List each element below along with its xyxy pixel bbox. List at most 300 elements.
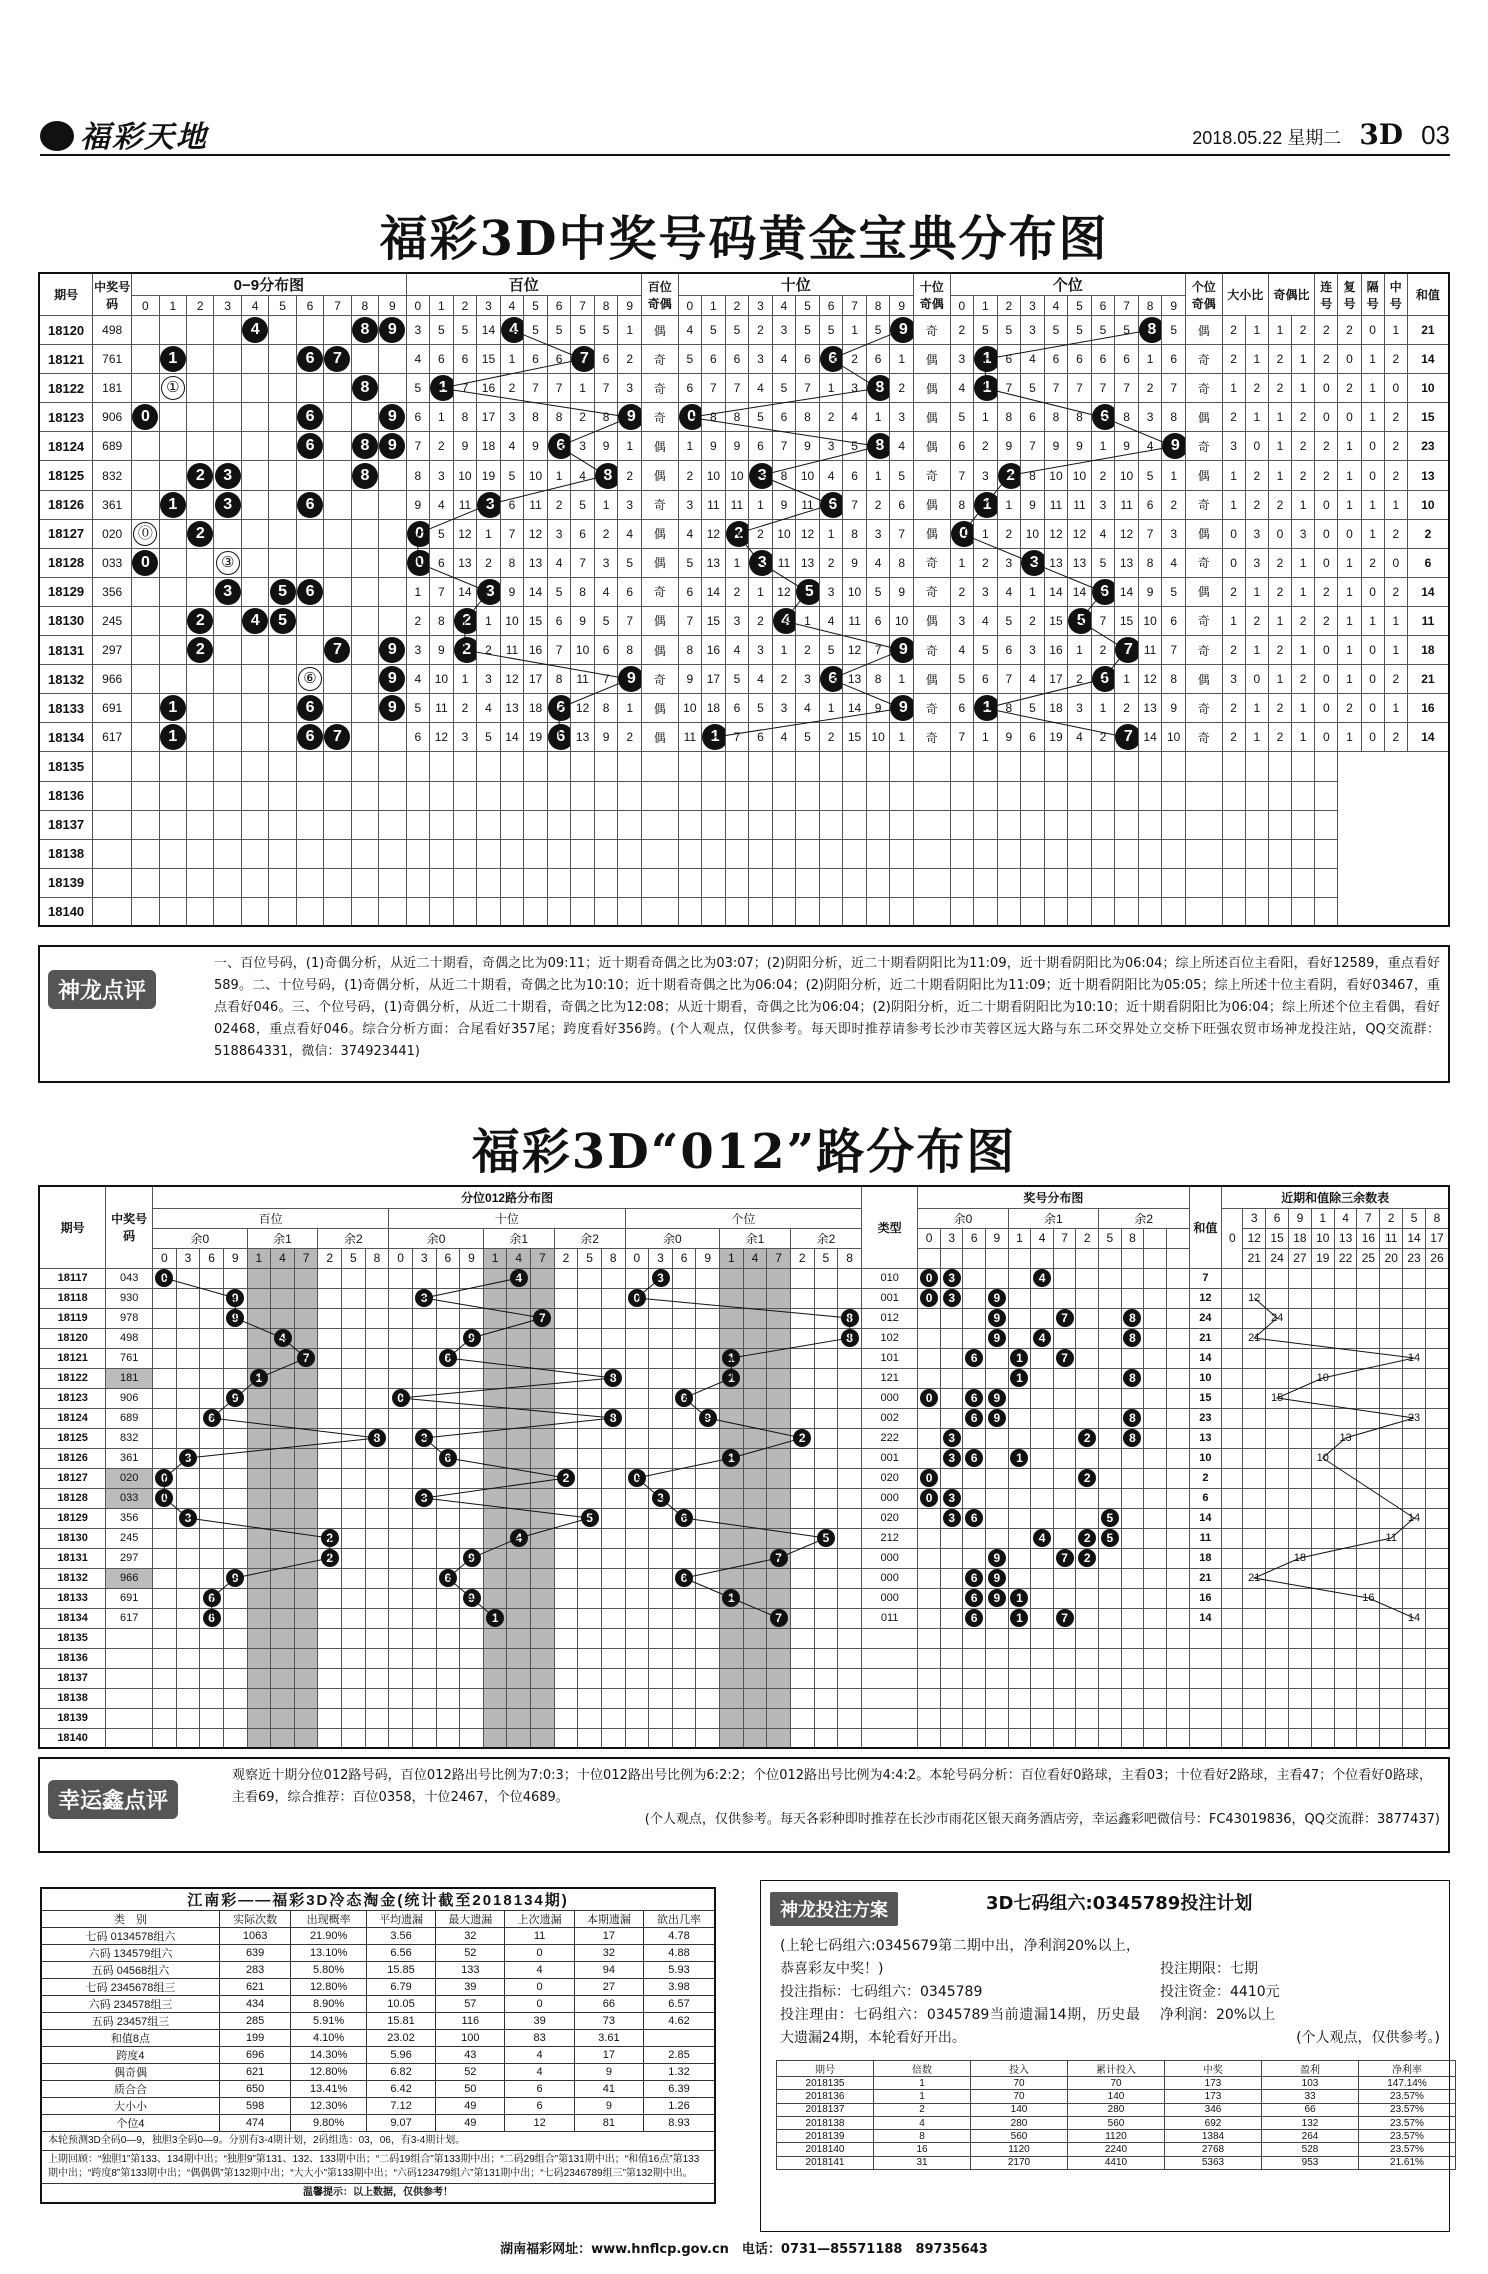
empty-cell [1334, 1728, 1357, 1748]
route-cell [507, 1408, 531, 1428]
shi-cell: 10 [725, 461, 749, 490]
empty-cell [814, 1728, 838, 1748]
empty-cell [269, 752, 296, 781]
empty-cell [1166, 1708, 1189, 1728]
remainder-cell [1403, 1588, 1426, 1608]
route-cell [153, 1568, 177, 1588]
number-ball: 4 [242, 608, 268, 634]
number-ball: 8 [1123, 1329, 1141, 1347]
period-cell: 18131 [39, 636, 93, 665]
empty-cell [796, 752, 820, 781]
number-ball: 6 [548, 695, 571, 721]
route-cell [743, 1308, 767, 1328]
route-cell [554, 1408, 578, 1428]
shi-cell: 2 [796, 636, 820, 665]
digit-header: 3 [649, 1248, 673, 1268]
ge-cell: 10 [1021, 519, 1045, 548]
empty-cell [406, 839, 430, 868]
shi-cell: 4 [890, 432, 914, 461]
table-cell: 21.61% [1359, 2156, 1456, 2169]
stat-cell: 0 [1245, 665, 1268, 694]
route-cell [483, 1388, 507, 1408]
route-cell [318, 1608, 342, 1628]
shi-cell: 1 [819, 519, 843, 548]
dist-cell [187, 548, 214, 577]
route-cell [507, 1528, 531, 1548]
dist-cell [1099, 1508, 1122, 1528]
number-ball: 8 [1123, 1369, 1141, 1387]
empty-cell [1185, 868, 1222, 897]
empty-cell [460, 1628, 484, 1648]
table-cell: 132 [1262, 2116, 1359, 2129]
table-cell: 4 [505, 2064, 574, 2081]
ge-cell: 4 [1162, 548, 1186, 577]
digit-header: 7 [1053, 1228, 1076, 1248]
ge-cell [974, 374, 998, 403]
empty-cell [1138, 897, 1162, 926]
route-cell [672, 1308, 696, 1328]
empty-cell [1021, 868, 1045, 897]
number-ball: 9 [890, 695, 913, 721]
dist-cell [918, 1388, 941, 1408]
empty-cell [950, 839, 974, 868]
shi-cell: 1 [725, 548, 749, 577]
empty-cell [819, 868, 843, 897]
dist-cell [159, 374, 186, 403]
stat-cell: 1 [1361, 606, 1384, 635]
stat-cell: 0 [1315, 548, 1338, 577]
empty-cell [725, 810, 749, 839]
remainder-cell [1425, 1608, 1449, 1628]
empty-cell [1138, 781, 1162, 810]
dist-cell [1144, 1368, 1167, 1388]
route-cell [483, 1368, 507, 1388]
dist-cell [1144, 1428, 1167, 1448]
route-cell [365, 1568, 389, 1588]
bai-cell [453, 636, 477, 665]
shi-cell [819, 665, 843, 694]
route-cell [531, 1348, 555, 1368]
table-cell: 8 [874, 2130, 971, 2143]
remainder-cell: 15 [1266, 1388, 1289, 1408]
dist-cell [1099, 1268, 1122, 1288]
route-cell [223, 1388, 247, 1408]
route-cell [365, 1308, 389, 1328]
route-cell [672, 1328, 696, 1348]
route-cell [814, 1328, 838, 1348]
column-header: 百位奇偶 [642, 273, 679, 316]
route-cell [720, 1508, 744, 1528]
route-cell [342, 1448, 366, 1468]
number-ball: 5 [1068, 608, 1091, 634]
bai-cell: 15 [477, 345, 501, 374]
route-cell [342, 1408, 366, 1428]
empty-cell [1138, 839, 1162, 868]
empty-cell [507, 1668, 531, 1688]
remainder-header: 14 [1403, 1228, 1426, 1248]
route-cell [554, 1568, 578, 1588]
remainder-cell [1289, 1268, 1312, 1288]
ge-cell: 6 [1044, 345, 1068, 374]
empty-cell [578, 1728, 602, 1748]
shi-cell: 5 [749, 694, 773, 723]
empty-cell [241, 897, 268, 926]
bai-cell [618, 665, 642, 694]
empty-cell [1021, 897, 1045, 926]
golden-distribution-table [38, 272, 1450, 927]
route-cell [625, 1268, 649, 1288]
bai-cell: 5 [594, 606, 618, 635]
dist-cell [1053, 1308, 1076, 1328]
table-cell: 6.82 [366, 2064, 435, 2081]
digit-header: 1 [483, 1248, 507, 1268]
dist-cell [1144, 1308, 1167, 1328]
digit-header: 6 [672, 1248, 696, 1268]
route-cell [649, 1448, 673, 1468]
route-cell [649, 1548, 673, 1568]
empty-cell [974, 810, 998, 839]
bai-cell: 7 [594, 374, 618, 403]
period-cell: 18127 [39, 519, 93, 548]
dist-cell [1008, 1448, 1031, 1468]
dist-cell [159, 432, 186, 461]
table-cell: 66 [1262, 2103, 1359, 2116]
digit-header: 4 [241, 296, 268, 316]
empty-cell [913, 868, 950, 897]
table-cell: 3.56 [366, 1928, 435, 1945]
dist-cell [214, 316, 241, 345]
empty-cell [819, 752, 843, 781]
win-number-cell: 043 [106, 1268, 153, 1288]
empty-cell [1380, 1648, 1403, 1668]
number-ball: 0 [132, 550, 158, 576]
ge-cell: 7 [997, 665, 1021, 694]
bai-cell: 18 [477, 432, 501, 461]
route-cell [223, 1348, 247, 1368]
remainder-header: 26 [1425, 1248, 1449, 1268]
ge-cell: 6 [1091, 345, 1115, 374]
stat-cell: 0 [1315, 519, 1338, 548]
bai-cell: 9 [430, 636, 454, 665]
route-cell [318, 1268, 342, 1288]
dist-cell [296, 723, 323, 752]
empty-cell [507, 1688, 531, 1708]
dist-cell [269, 374, 296, 403]
dist-cell [1031, 1488, 1054, 1508]
empty-cell [672, 1688, 696, 1708]
remainder-cell [1380, 1288, 1403, 1308]
period-cell: 18138 [39, 1688, 106, 1708]
route-cell [743, 1568, 767, 1588]
bai-cell [547, 432, 571, 461]
empty-cell [1031, 1668, 1054, 1688]
remainder-cell [1266, 1288, 1289, 1308]
route-cell [507, 1508, 531, 1528]
ge-cell: 2 [1091, 461, 1115, 490]
route-cell [814, 1608, 838, 1628]
dist-cell [1099, 1468, 1122, 1488]
empty-row [39, 897, 1449, 926]
shi-cell: 3 [843, 374, 867, 403]
section-name: 3D [1359, 118, 1404, 151]
route-cell [790, 1328, 814, 1348]
empty-cell [1091, 752, 1115, 781]
period-cell: 18123 [39, 1388, 106, 1408]
empty-cell [296, 810, 323, 839]
route-cell [554, 1268, 578, 1288]
empty-cell [1222, 897, 1245, 926]
table-row [39, 316, 1449, 345]
ge-cell: 7 [1115, 374, 1139, 403]
dist-cell [1076, 1608, 1099, 1628]
dist-cell [1166, 1588, 1189, 1608]
digit-header: 1 [247, 1248, 271, 1268]
route-cell [578, 1448, 602, 1468]
remainder-cell [1289, 1448, 1312, 1468]
table-cell: 346 [1165, 2103, 1262, 2116]
remainder-header: 9 [1289, 1208, 1312, 1228]
empty-cell [271, 1628, 295, 1648]
remainder-header: 8 [1425, 1208, 1449, 1228]
empty-cell [702, 810, 726, 839]
route-cell [696, 1528, 720, 1548]
plan-table [776, 2060, 1456, 2170]
ge-cell: 5 [1021, 374, 1045, 403]
shi-cell: 8 [702, 403, 726, 432]
dist-cell [1166, 1288, 1189, 1308]
dist-cell [1166, 1388, 1189, 1408]
ge-cell: 5 [1044, 316, 1068, 345]
table-row [777, 2090, 1456, 2103]
empty-cell [93, 868, 132, 897]
empty-cell [241, 781, 268, 810]
empty-cell [176, 1648, 200, 1668]
number-ball: 9 [379, 695, 405, 721]
route-cell [271, 1588, 295, 1608]
shi-cell: 5 [725, 316, 749, 345]
shi-cell: 5 [819, 636, 843, 665]
period-cell: 18140 [39, 897, 93, 926]
empty-cell [453, 868, 477, 897]
dist-cell [918, 1528, 941, 1548]
shi-cell: 9 [702, 432, 726, 461]
dist-cell [1144, 1508, 1167, 1528]
remainder-cell [1266, 1608, 1289, 1628]
dist-cell [1053, 1608, 1076, 1628]
dist-cell [918, 1308, 941, 1328]
empty-cell [1357, 1688, 1380, 1708]
stat-cell: 2 [1315, 606, 1338, 635]
route-cell [200, 1288, 224, 1308]
empty-cell [1357, 1628, 1380, 1648]
empty-cell [483, 1648, 507, 1668]
bai-cell: 14 [500, 723, 524, 752]
win-number-cell: 033 [93, 548, 132, 577]
empty-cell [1189, 1668, 1222, 1688]
empty-cell [1053, 1728, 1076, 1748]
dist-cell [940, 1548, 963, 1568]
empty-cell [1222, 1628, 1243, 1648]
stat-cell: 1 [1384, 490, 1407, 519]
empty-cell [554, 1728, 578, 1748]
table-cell: 692 [1165, 2116, 1262, 2129]
route-cell [743, 1328, 767, 1348]
dist-cell [1166, 1468, 1189, 1488]
empty-cell [1031, 1728, 1054, 1748]
odd-even-cell: 偶 [642, 432, 679, 461]
period-cell: 18123 [39, 403, 93, 432]
route-cell [200, 1568, 224, 1588]
empty-cell [153, 1708, 177, 1728]
shi-cell: 8 [866, 665, 890, 694]
route-cell [649, 1568, 673, 1588]
route-cell [294, 1328, 318, 1348]
empty-cell [241, 868, 268, 897]
number-ball: 4 [510, 1529, 528, 1547]
digit-header: 5 [269, 296, 296, 316]
route-cell [790, 1608, 814, 1628]
dist-cell [296, 316, 323, 345]
dist-cell [918, 1568, 941, 1588]
empty-cell [642, 752, 679, 781]
dist-cell [187, 403, 214, 432]
number-ball: 9 [463, 1329, 481, 1347]
dist-cell [132, 665, 159, 694]
odd-even-cell: 奇 [642, 665, 679, 694]
empty-cell [507, 1708, 531, 1728]
route-cell [318, 1308, 342, 1328]
empty-cell [1099, 1708, 1122, 1728]
digit-header: 2 [997, 296, 1021, 316]
route-cell [814, 1348, 838, 1368]
empty-cell [342, 1708, 366, 1728]
remainder-cell: 24 [1266, 1308, 1289, 1328]
ge-cell: 12 [1068, 519, 1092, 548]
remainder-cell: 18 [1289, 1548, 1312, 1568]
empty-cell [890, 810, 914, 839]
ge-cell: 1 [1068, 636, 1092, 665]
table-cell: 133 [436, 1962, 505, 1979]
empty-cell [351, 810, 378, 839]
dist-cell [1053, 1568, 1076, 1588]
table-cell: 81 [574, 2115, 643, 2132]
route-cell [412, 1448, 436, 1468]
empty-cell [720, 1688, 744, 1708]
period-cell: 18136 [39, 781, 93, 810]
route-cell [247, 1408, 271, 1428]
digit-header: 5 [1068, 296, 1092, 316]
number-ball: 2 [1078, 1529, 1096, 1547]
remainder-cell [1334, 1508, 1357, 1528]
column-header: 近期和值除三余数表 [1222, 1186, 1449, 1208]
number-ball: 8 [1139, 317, 1162, 343]
empty-cell [749, 897, 773, 926]
shi-cell [702, 723, 726, 752]
route-cell [625, 1588, 649, 1608]
shi-cell: 6 [725, 345, 749, 374]
remainder-cell [1289, 1568, 1312, 1588]
empty-cell [601, 1728, 625, 1748]
remainder-cell [1311, 1528, 1334, 1548]
shi-cell: 1 [890, 665, 914, 694]
column-header: 倍数 [874, 2061, 971, 2077]
empty-cell [531, 1708, 555, 1728]
remainder-cell [1266, 1568, 1289, 1588]
bai-cell: 2 [594, 519, 618, 548]
comment2-note: (个人观点，仅供参考。每天各彩种即时推荐在长沙市雨花区银天商务酒店旁，幸运鑫彩吧微信号：FC43019836，QQ交流群：3877437) [644, 1812, 1440, 1827]
stat-cell: 0 [1315, 665, 1338, 694]
empty-cell [963, 1728, 986, 1748]
dist-cell [1099, 1308, 1122, 1328]
shi-cell: 3 [819, 432, 843, 461]
table-cell: 9.80% [291, 2115, 367, 2132]
empty-cell [1292, 839, 1315, 868]
empty-cell [294, 1628, 318, 1648]
shi-cell: 4 [843, 403, 867, 432]
route-cell [672, 1528, 696, 1548]
route-cell [247, 1588, 271, 1608]
empty-cell [743, 1648, 767, 1668]
remainder-cell [1311, 1488, 1334, 1508]
route-cell [153, 1548, 177, 1568]
stat-cell: 1 [1268, 461, 1291, 490]
route-cell [578, 1488, 602, 1508]
remainder-cell [1380, 1588, 1403, 1608]
digit-header: 8 [601, 1248, 625, 1268]
table-cell: 2.85 [644, 2047, 715, 2064]
remainder-cell [1334, 1528, 1357, 1548]
route-cell [790, 1368, 814, 1388]
odd-even-cell: 偶 [913, 345, 950, 374]
period-cell: 18137 [39, 810, 93, 839]
empty-cell [1076, 1648, 1099, 1668]
dist-cell [214, 577, 241, 606]
empty-cell [1068, 810, 1092, 839]
shi-cell: 17 [702, 665, 726, 694]
period-cell: 18135 [39, 1628, 106, 1648]
digit-header: 7 [1115, 296, 1139, 316]
stat-cell: 1 [1384, 316, 1407, 345]
empty-cell [986, 1648, 1009, 1668]
dist-cell [324, 665, 351, 694]
empty-cell [1044, 868, 1068, 897]
route-cell [790, 1388, 814, 1408]
remainder-cell [1380, 1428, 1403, 1448]
remainder-cell [1357, 1328, 1380, 1348]
empty-cell [790, 1628, 814, 1648]
table-cell: 953 [1262, 2156, 1359, 2169]
period-cell: 18131 [39, 1548, 106, 1568]
route-cell [271, 1408, 295, 1428]
route-cell [838, 1508, 862, 1528]
route-cell [318, 1528, 342, 1548]
shi-cell: 4 [819, 461, 843, 490]
number-ball: 8 [1123, 1409, 1141, 1427]
dist-cell [351, 577, 378, 606]
empty-cell [324, 752, 351, 781]
digit-header: 9 [460, 1248, 484, 1268]
table-cell: 23.57% [1359, 2090, 1456, 2103]
number-ball: 9 [699, 1409, 717, 1427]
empty-cell [625, 1648, 649, 1668]
route-cell [436, 1468, 460, 1488]
bai-cell: 7 [618, 606, 642, 635]
type-cell: 010 [862, 1268, 918, 1288]
empty-cell [554, 1688, 578, 1708]
ge-cell: 8 [1044, 403, 1068, 432]
bai-cell: 2 [618, 723, 642, 752]
ge-cell: 3 [950, 606, 974, 635]
